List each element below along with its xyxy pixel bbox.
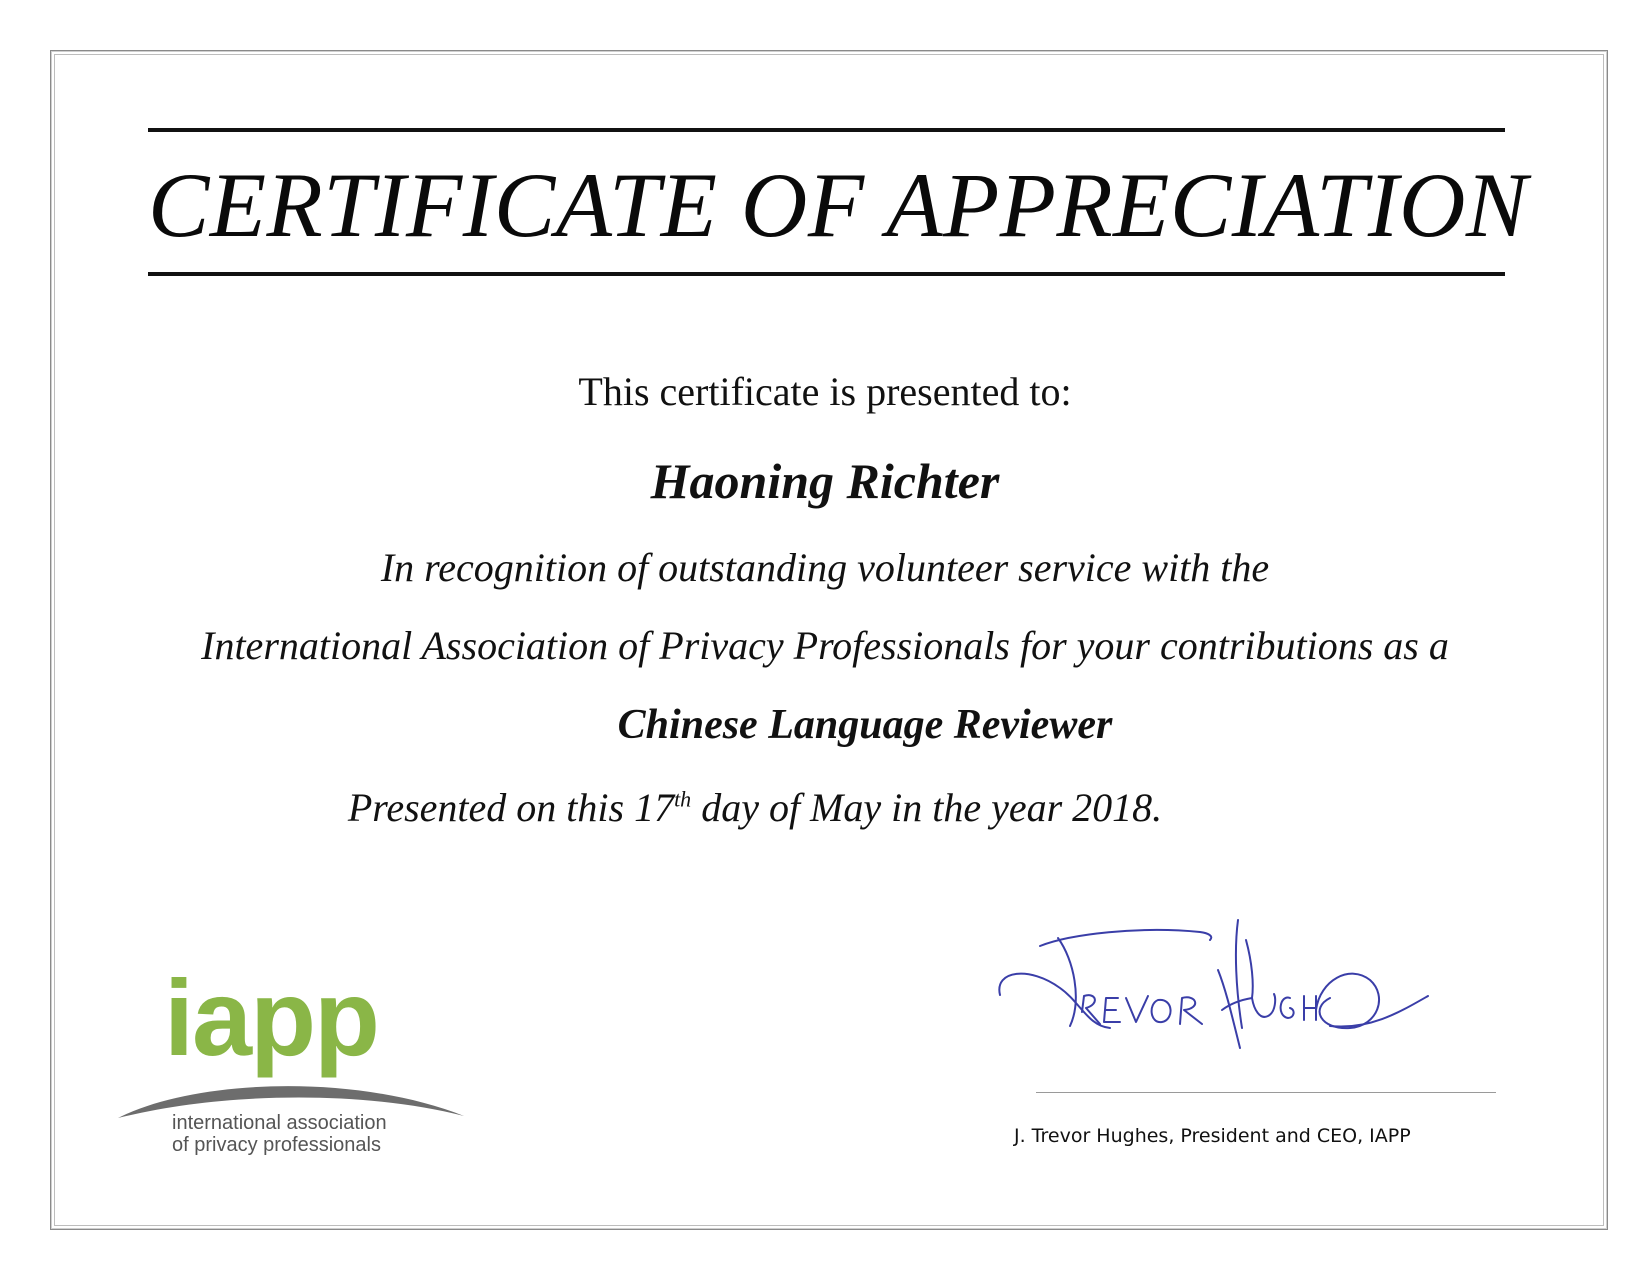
date-ordinal-suffix: th <box>674 786 692 812</box>
date-suffix: day of May in the year 2018. <box>691 785 1163 830</box>
iapp-logo <box>112 957 472 1158</box>
certificate-title: CERTIFICATE OF APPRECIATION <box>148 154 1528 256</box>
date-prefix: Presented on this 17 <box>347 785 675 830</box>
recognition-line-1: In recognition of outstanding volunteer service with the <box>380 545 1270 590</box>
presented-to-label: This certificate is presented to: <box>578 369 1072 414</box>
recipient-name: Haoning Richter <box>650 453 1000 509</box>
logo-subtitle <box>172 1112 387 1156</box>
recognition-line-2: International Association of Privacy Professionals for your contributions as a <box>201 623 1449 668</box>
volunteer-role: Chinese Language Reviewer <box>617 702 1113 748</box>
signature-line <box>1036 1092 1496 1093</box>
title-bottom-rule <box>148 272 1505 276</box>
logo-subtitle-line-1: international association <box>172 1112 387 1134</box>
handwritten-signature <box>990 900 1450 1070</box>
logo-subtitle-line-2: of privacy professionals <box>172 1134 381 1156</box>
title-top-rule <box>148 128 1505 132</box>
logo-wordmark: iapp <box>164 957 379 1078</box>
signer-caption: J. Trevor Hughes, President and CEO, IAPP <box>1014 1125 1411 1147</box>
presentation-date <box>80 784 1430 832</box>
